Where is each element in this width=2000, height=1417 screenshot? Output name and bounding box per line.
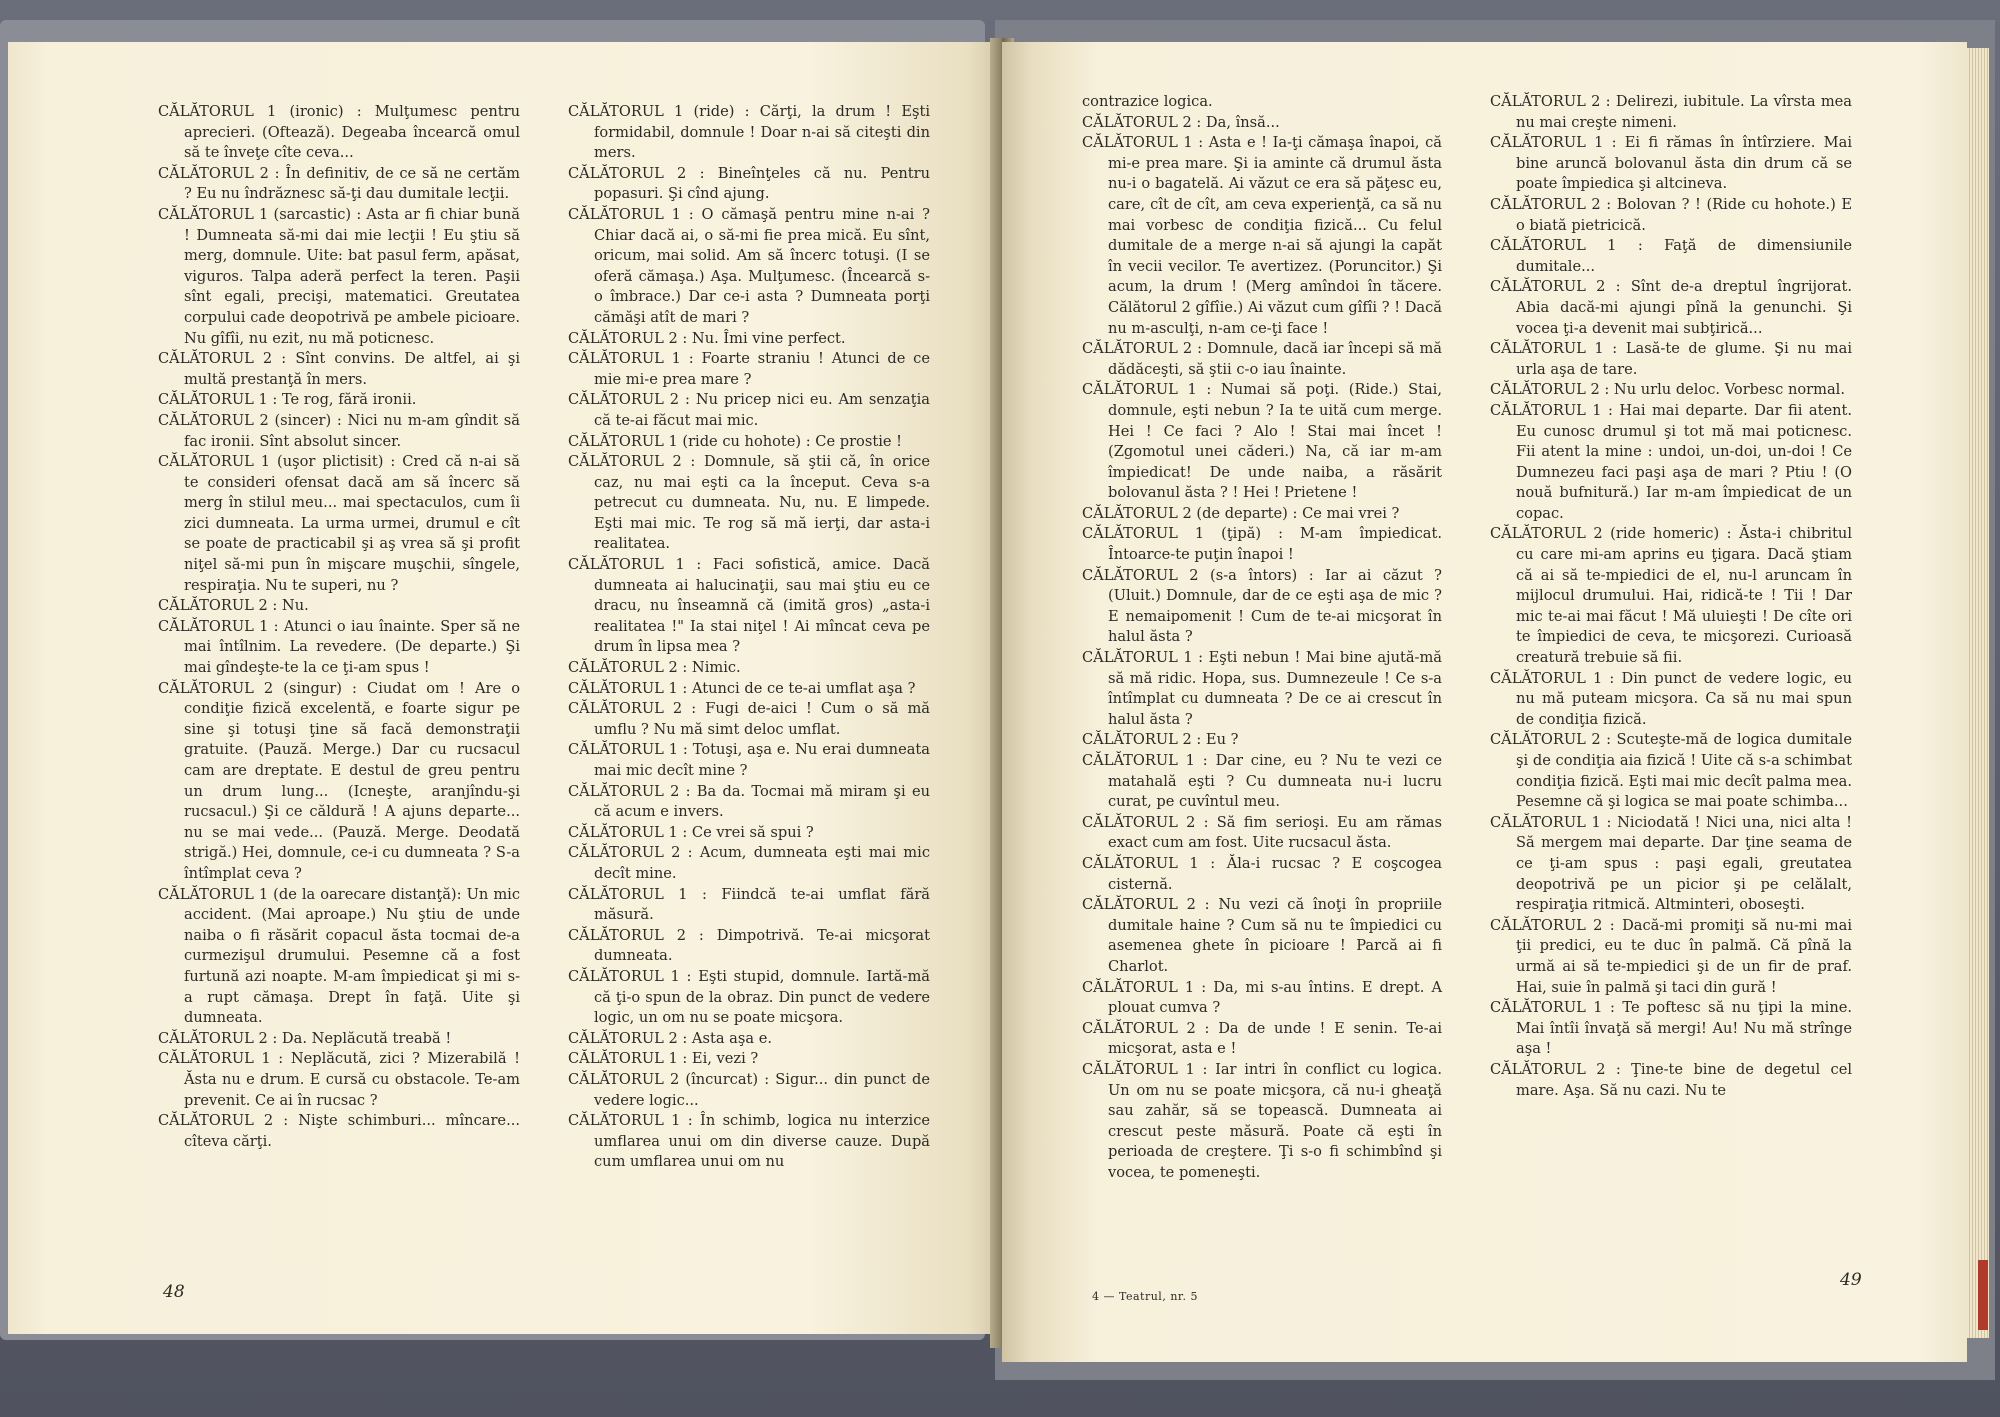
- dialogue-line: CĂLĂTORUL 1 (de la oarecare distanţă): Un mic accident. (Mai aproape.) Nu ştiu de unde naiba o fi răsărit copacul ăsta tocmai de-a curmezişul drumului. Pesemne că a fost furtună azi noapte. M-am împiedicat şi mi s-a rupt cămaşa. Drept în faţă. Uite şi dumneata.: [158, 885, 520, 1027]
- dialogue-line: CĂLĂTORUL 1 : Eşti nebun ! Mai bine ajută-mă să mă ridic. Hopa, sus. Dumnezeule ! Ce s-a întîmplat cu dumneata ? De ce ai crescut în halul ăsta ?: [1082, 649, 1442, 728]
- dialogue-line: CĂLĂTORUL 2 : Sînt de-a dreptul îngrijorat. Abia dacă-mi ajungi pînă la genunchi. Şi vocea ţi-a devenit mai subţirică...: [1490, 278, 1852, 337]
- dialogue-line: CĂLĂTORUL 2 : Dimpotrivă. Te-ai micşorat dumneata.: [568, 926, 930, 965]
- dialogue-line: CĂLĂTORUL 2 : Domnule, să ştii că, în orice caz, nu mai eşti ca la început. Ceva s-a petrecut cu dumneata. Nu, nu. E limpede. Eşti mai mic. Te rog să mă ierţi, dar asta-i realitatea.: [568, 453, 930, 553]
- left-page-column-2: [568, 102, 930, 1173]
- dialogue-line: CĂLĂTORUL 1 : Eşti stupid, domnule. Iartă-mă că ţi-o spun de la obraz. Din punct de vedere logic, un om nu se poate micşora.: [568, 967, 930, 1027]
- dialogue-line: CĂLĂTORUL 2 : Nu urlu deloc. Vorbesc normal.: [1490, 381, 1845, 399]
- dialogue-line: CĂLĂTORUL 1 : Faţă de dimensiunile dumitale...: [1490, 237, 1852, 275]
- dialogue-line: CĂLĂTORUL 2 : Acum, dumneata eşti mai mic decît mine.: [568, 844, 930, 882]
- dialogue-line: contrazice logica.: [1082, 93, 1213, 110]
- dialogue-line: CĂLĂTORUL 2 : Nu pricep nici eu. Am senzaţia că te-ai făcut mai mic.: [568, 391, 930, 429]
- dialogue-line: CĂLĂTORUL 2 (singur) : Ciudat om ! Are o condiţie fizică excelentă, e foarte sigur pe sine şi totuşi ţine să facă demonstraţii gratuite. (Pauză. Merge.) Dar cu rucsacul cam are dreptate. E destul de greu pentru un drum lung... (Icneşte, aranjîndu-şi rucsacul.) Şi ce căldură ! A ajuns departe... nu se mai vede... (Pauză. Merge. Deodată strigă.) Hei, domnule, ce-i cu dumneata ? S-a întîmplat ceva ?: [158, 679, 520, 882]
- dialogue-line: CĂLĂTORUL 1 : Asta e ! Ia-ţi cămaşa înapoi, că mi-e prea mare. Şi ia aminte că drumul ăsta nu-i o bagatelă. Ai văzut ce era să păţesc eu, care, cît de cît, am ceva experienţă, ca să nu mai vorbesc de condiţia fizică... Cu felul dumitale de a merge n-ai să ajungi la capăt în vecii vecilor. Te avertizez. (Poruncitor.) Şi acum, la drum ! (Merg amîndoi în tăcere. Călătorul 2 gîfîie.) Ai văzut cum gîfîi ? ! Dacă nu m-asculţi, n-am ce-ţi face !: [1082, 134, 1442, 337]
- dialogue-line: CĂLĂTORUL 2 : Fugi de-aici ! Cum o să mă umflu ? Nu mă simt deloc umflat.: [568, 700, 930, 738]
- page-number-left: 48: [163, 1282, 185, 1302]
- dialogue-line: CĂLĂTORUL 2 : În definitiv, de ce să ne certăm ? Eu nu îndrăznesc să-ţi dau dumitale lecţii.: [158, 164, 520, 203]
- dialogue-line: CĂLĂTORUL 2 : Ţine-te bine de degetul cel mare. Aşa. Să nu cazi. Nu te: [1490, 1060, 1852, 1099]
- dialogue-line: CĂLĂTORUL 2 : Da. Neplăcută treabă !: [158, 1029, 452, 1047]
- dialogue-line: CĂLĂTORUL 2 : Nişte schimburi... mîncare... cîteva cărţi.: [158, 1112, 520, 1150]
- dialogue-line: CĂLĂTORUL 2 : Bineînţeles că nu. Pentru popasuri. Şi cînd ajung.: [568, 164, 930, 203]
- left-page: [8, 42, 1008, 1334]
- dialogue-line: CĂLĂTORUL 1 : Numai să poţi. (Ride.) Stai, domnule, eşti nebun ? Ia te uită cum merge. Hei ! Ce faci ? Alo ! Stai mai încet ! (Zgomotul unei căderi.) Na, că iar m-am împiedicat! De unde naiba, a răsărit bolovanul ăsta ? ! Hei ! Prietene !: [1082, 381, 1442, 502]
- dialogue-line: CĂLĂTORUL 1 : În schimb, logica nu interzice umflarea unui om din diverse cauze. După cum umflarea unui om nu: [568, 1112, 930, 1171]
- dialogue-line: CĂLĂTORUL 2 : Delirezi, iubitule. La vîrsta mea nu mai creşte nimeni.: [1490, 93, 1852, 131]
- dialogue-line: CĂLĂTORUL 1 (sarcastic) : Asta ar fi chiar bună ! Dumneata să-mi dai mie lecţii ! Eu ştiu să merg, domnule. Uite: bat pasul ferm, apăsat, viguros. Talpa aderă perfect la teren. Paşii sînt egali, precişi, matematici. Greutatea corpului cade deopotrivă pe ambele picioare. Nu gîfîi, nu ezit, nu mă poticnesc.: [158, 205, 520, 347]
- right-page: [1002, 42, 1967, 1362]
- dialogue-line: CĂLĂTORUL 2 (s-a întors) : Iar ai căzut ? (Uluit.) Domnule, dar de ce eşti aşa de mic ? E nemaipomenit ! Cum de te-ai micşorat în halul ăsta ?: [1082, 566, 1442, 646]
- dialogue-line: CĂLĂTORUL 1 : Te rog, fără ironii.: [158, 391, 417, 409]
- page-edges: [1967, 48, 1989, 1338]
- dialogue-line: CĂLĂTORUL 2 : Bolovan ? ! (Ride cu hohote.) E o biată pietricică.: [1490, 195, 1852, 234]
- page-number-right: 49: [1840, 1270, 1862, 1290]
- dialogue-line: CĂLĂTORUL 2 : Da de unde ! E senin. Te-ai micşorat, asta e !: [1082, 1019, 1442, 1058]
- dialogue-line: CĂLĂTORUL 2 : Nu vezi că înoţi în propriile dumitale haine ? Cum să nu te împiedici cu asemenea ghete în picioare ! Parcă ai fi Charlot.: [1082, 896, 1442, 975]
- dialogue-line: CĂLĂTORUL 1 (ţipă) : M-am împiedicat. Întoarce-te puţin înapoi !: [1082, 525, 1442, 564]
- dialogue-line: CĂLĂTORUL 1 : Ei fi rămas în întîrziere. Mai bine aruncă bolovanul ăsta din drum că se poate împiedica şi altcineva.: [1490, 134, 1852, 193]
- dialogue-line: CĂLĂTORUL 1 : Ei, vezi ?: [568, 1050, 759, 1068]
- dialogue-line: CĂLĂTORUL 1 : Foarte straniu ! Atunci de ce mie mi-e prea mare ?: [568, 350, 930, 388]
- left-page-column-1: [158, 102, 520, 1152]
- dialogue-line: CĂLĂTORUL 2 : Nu. Îmi vine perfect.: [568, 329, 846, 347]
- dialogue-line: CĂLĂTORUL 2 (ride homeric) : Ăsta-i chibritul cu care mi-am aprins eu ţigara. Dacă ştiam că ai să te-mpiedici de el, nu-l aruncam în mijlocul drumului. Hai, ridică-te ! Tii ! Dar mic te-ai mai făcut ! Mă uluieşti ! De cîte ori te împiedici de ceva, te micşorezi. Curioasă creatură trebuie să fii.: [1490, 525, 1852, 667]
- dialogue-line: CĂLĂTORUL 1 : Atunci de ce te-ai umflat aşa ?: [568, 679, 916, 697]
- right-page-column-1: [1082, 92, 1442, 1183]
- dialogue-line: CĂLĂTORUL 1 : O cămaşă pentru mine n-ai ? Chiar dacă ai, o să-mi fie prea mică. Eu sînt, oricum, mai solid. Am să încerc totuşi. (I se oferă cămaşa.) Aşa. Mulţumesc. (Încearcă s-o îmbrace.) Dar ce-i asta ? Dumneata porţi cămăşi atît de mari ?: [568, 205, 930, 326]
- dialogue-line: CĂLĂTORUL 1 (ride) : Cărţi, la drum ! Eşti formidabil, domnule ! Doar n-ai să citeşti din mers.: [568, 103, 930, 162]
- dialogue-line: CĂLĂTORUL 2 : Ba da. Tocmai mă miram şi eu că acum e invers.: [568, 782, 930, 821]
- dialogue-line: CĂLĂTORUL 2 : Nimic.: [568, 659, 741, 677]
- dialogue-line: CĂLĂTORUL 1 : Neplăcută, zici ? Mizerabilă ! Ăsta nu e drum. E cursă cu obstacole. Te-am prevenit. Ce ai în rucsac ?: [158, 1050, 520, 1109]
- dialogue-line: CĂLĂTORUL 1 : Niciodată ! Nici una, nici alta ! Să mergem mai departe. Dar ţine seama de ce ţi-am spus : paşi egali, greutatea deopotrivă pe un picior şi pe celălalt, respiraţia ritmică. Altminteri, oboseşti.: [1490, 813, 1852, 914]
- dialogue-line: CĂLĂTORUL 2 : Eu ?: [1082, 731, 1239, 749]
- dialogue-line: CĂLĂTORUL 1 : Atunci o iau înainte. Sper să ne mai întîlnim. La revedere. (De departe.) Şi mai gîndeşte-te la ce ţi-am spus !: [158, 617, 520, 677]
- dialogue-line: CĂLĂTORUL 2 : Asta aşa e.: [568, 1029, 772, 1047]
- right-page-column-2: [1490, 92, 1852, 1101]
- dialogue-line: CĂLĂTORUL 1 : Din punct de vedere logic, eu nu mă puteam micşora. Ca să nu mai spun de condiţia fizică.: [1490, 669, 1852, 728]
- dialogue-line: CĂLĂTORUL 2 : Nu.: [158, 597, 309, 615]
- dialogue-line: CĂLĂTORUL 1 : Da, mi s-au întins. E drept. A plouat cumva ?: [1082, 978, 1442, 1017]
- dialogue-line: CĂLĂTORUL 1 : Ce vrei să spui ?: [568, 823, 814, 841]
- dialogue-line: CĂLĂTORUL 1 (ride cu hohote) : Ce prostie !: [568, 432, 903, 450]
- dialogue-line: CĂLĂTORUL 1 : Faci sofistică, amice. Dacă dumneata ai halucinaţii, sau mai ştiu eu ce dracu, nu înseamnă că (imită gros) „asta-i realitatea !" Ia stai niţel ! Ai mîncat ceva pe drum în lipsa mea ?: [568, 556, 930, 656]
- dialogue-line: CĂLĂTORUL 1 : Fiindcă te-ai umflat fără măsură.: [568, 885, 930, 924]
- dialogue-line: CĂLĂTORUL 1 : Te poftesc să nu ţipi la mine. Mai întîi învaţă să mergi! Au! Nu mă strînge aşa !: [1490, 999, 1852, 1058]
- dialogue-line: CĂLĂTORUL 2 : Scuteşte-mă de logica dumitale şi de condiţia aia fizică ! Uite că s-a schimbat condiţia fizică. Eşti mai mic decît palma mea. Pesemne că şi logica se mai poate schimba...: [1490, 731, 1852, 811]
- dialogue-line: CĂLĂTORUL 2 (de departe) : Ce mai vrei ?: [1082, 504, 1400, 522]
- dialogue-line: CĂLĂTORUL 2 (încurcat) : Sigur... din punct de vedere logic...: [568, 1070, 930, 1109]
- dialogue-line: CĂLĂTORUL 2 (sincer) : Nici nu m-am gîndit să fac ironii. Sînt absolut sincer.: [158, 411, 520, 450]
- dialogue-line: CĂLĂTORUL 1 : Iar intri în conflict cu logica. Un om nu se poate micşora, că nu-i gheaţă sau zahăr, să se topească. Dumneata ai crescut peste măsură. Poate că eşti în perioada de creştere. Ţi s-o fi schimbînd şi vocea, te pomeneşti.: [1082, 1060, 1442, 1181]
- dialogue-line: CĂLĂTORUL 1 (ironic) : Mulţumesc pentru aprecieri. (Oftează). Degeaba încearcă omul să te înveţe cîte ceva...: [158, 103, 520, 162]
- bookmark-ribbon: [1978, 1260, 1988, 1330]
- dialogue-line: CĂLĂTORUL 1 : Totuşi, aşa e. Nu erai dumneata mai mic decît mine ?: [568, 741, 930, 779]
- dialogue-line: CĂLĂTORUL 1 (uşor plictisit) : Cred că n-ai să te consideri ofensat dacă am să încerc să merg în stilul meu... mai spectaculos, cum îi zici dumneata. La urma urmei, drumul e cît se poate de practicabil şi aş vrea să şi profit niţel să-mi pun în mişcare muşchii, sîngele, respiraţia. Nu te superi, nu ?: [158, 453, 520, 594]
- dialogue-line: CĂLĂTORUL 1 : Ăla-i rucsac ? E coşcogea cisternă.: [1082, 854, 1442, 893]
- page-footer: 4 — Teatrul, nr. 5: [1092, 1290, 1198, 1303]
- dialogue-line: CĂLĂTORUL 2 : Domnule, dacă iar începi să mă dădăceşti, să ştii c-o iau înainte.: [1082, 340, 1442, 378]
- dialogue-line: CĂLĂTORUL 2 : Să fim serioşi. Eu am rămas exact cum am fost. Uite rucsacul ăsta.: [1082, 813, 1442, 852]
- dialogue-line: CĂLĂTORUL 2 : Sînt convins. De altfel, ai şi multă prestanţă în mers.: [158, 350, 520, 388]
- dialogue-line: CĂLĂTORUL 2 : Da, însă...: [1082, 113, 1280, 131]
- dialogue-line: CĂLĂTORUL 1 : Hai mai departe. Dar fii atent. Eu cunosc drumul şi tot mă mai poticnesc. Fii atent la mine : undoi, un-doi, un-doi ! Ce Dumnezeu faci paşi aşa de mari ? Ptiu ! (O nouă bufnitură.) Iar m-am împiedicat de un copac.: [1490, 401, 1852, 522]
- dialogue-line: CĂLĂTORUL 2 : Dacă-mi promiţi să nu-mi mai ţii predici, eu te duc în palmă. Că pînă la urmă ai să te-mpiedici şi de un fir de praf. Hai, suie în palmă şi taci din gură !: [1490, 916, 1852, 996]
- dialogue-line: CĂLĂTORUL 1 : Lasă-te de glume. Şi nu mai urla aşa de tare.: [1490, 340, 1852, 378]
- dialogue-line: CĂLĂTORUL 1 : Dar cine, eu ? Nu te vezi ce matahală eşti ? Cu dumneata nu-i lucru curat, pe cuvîntul meu.: [1082, 752, 1442, 811]
